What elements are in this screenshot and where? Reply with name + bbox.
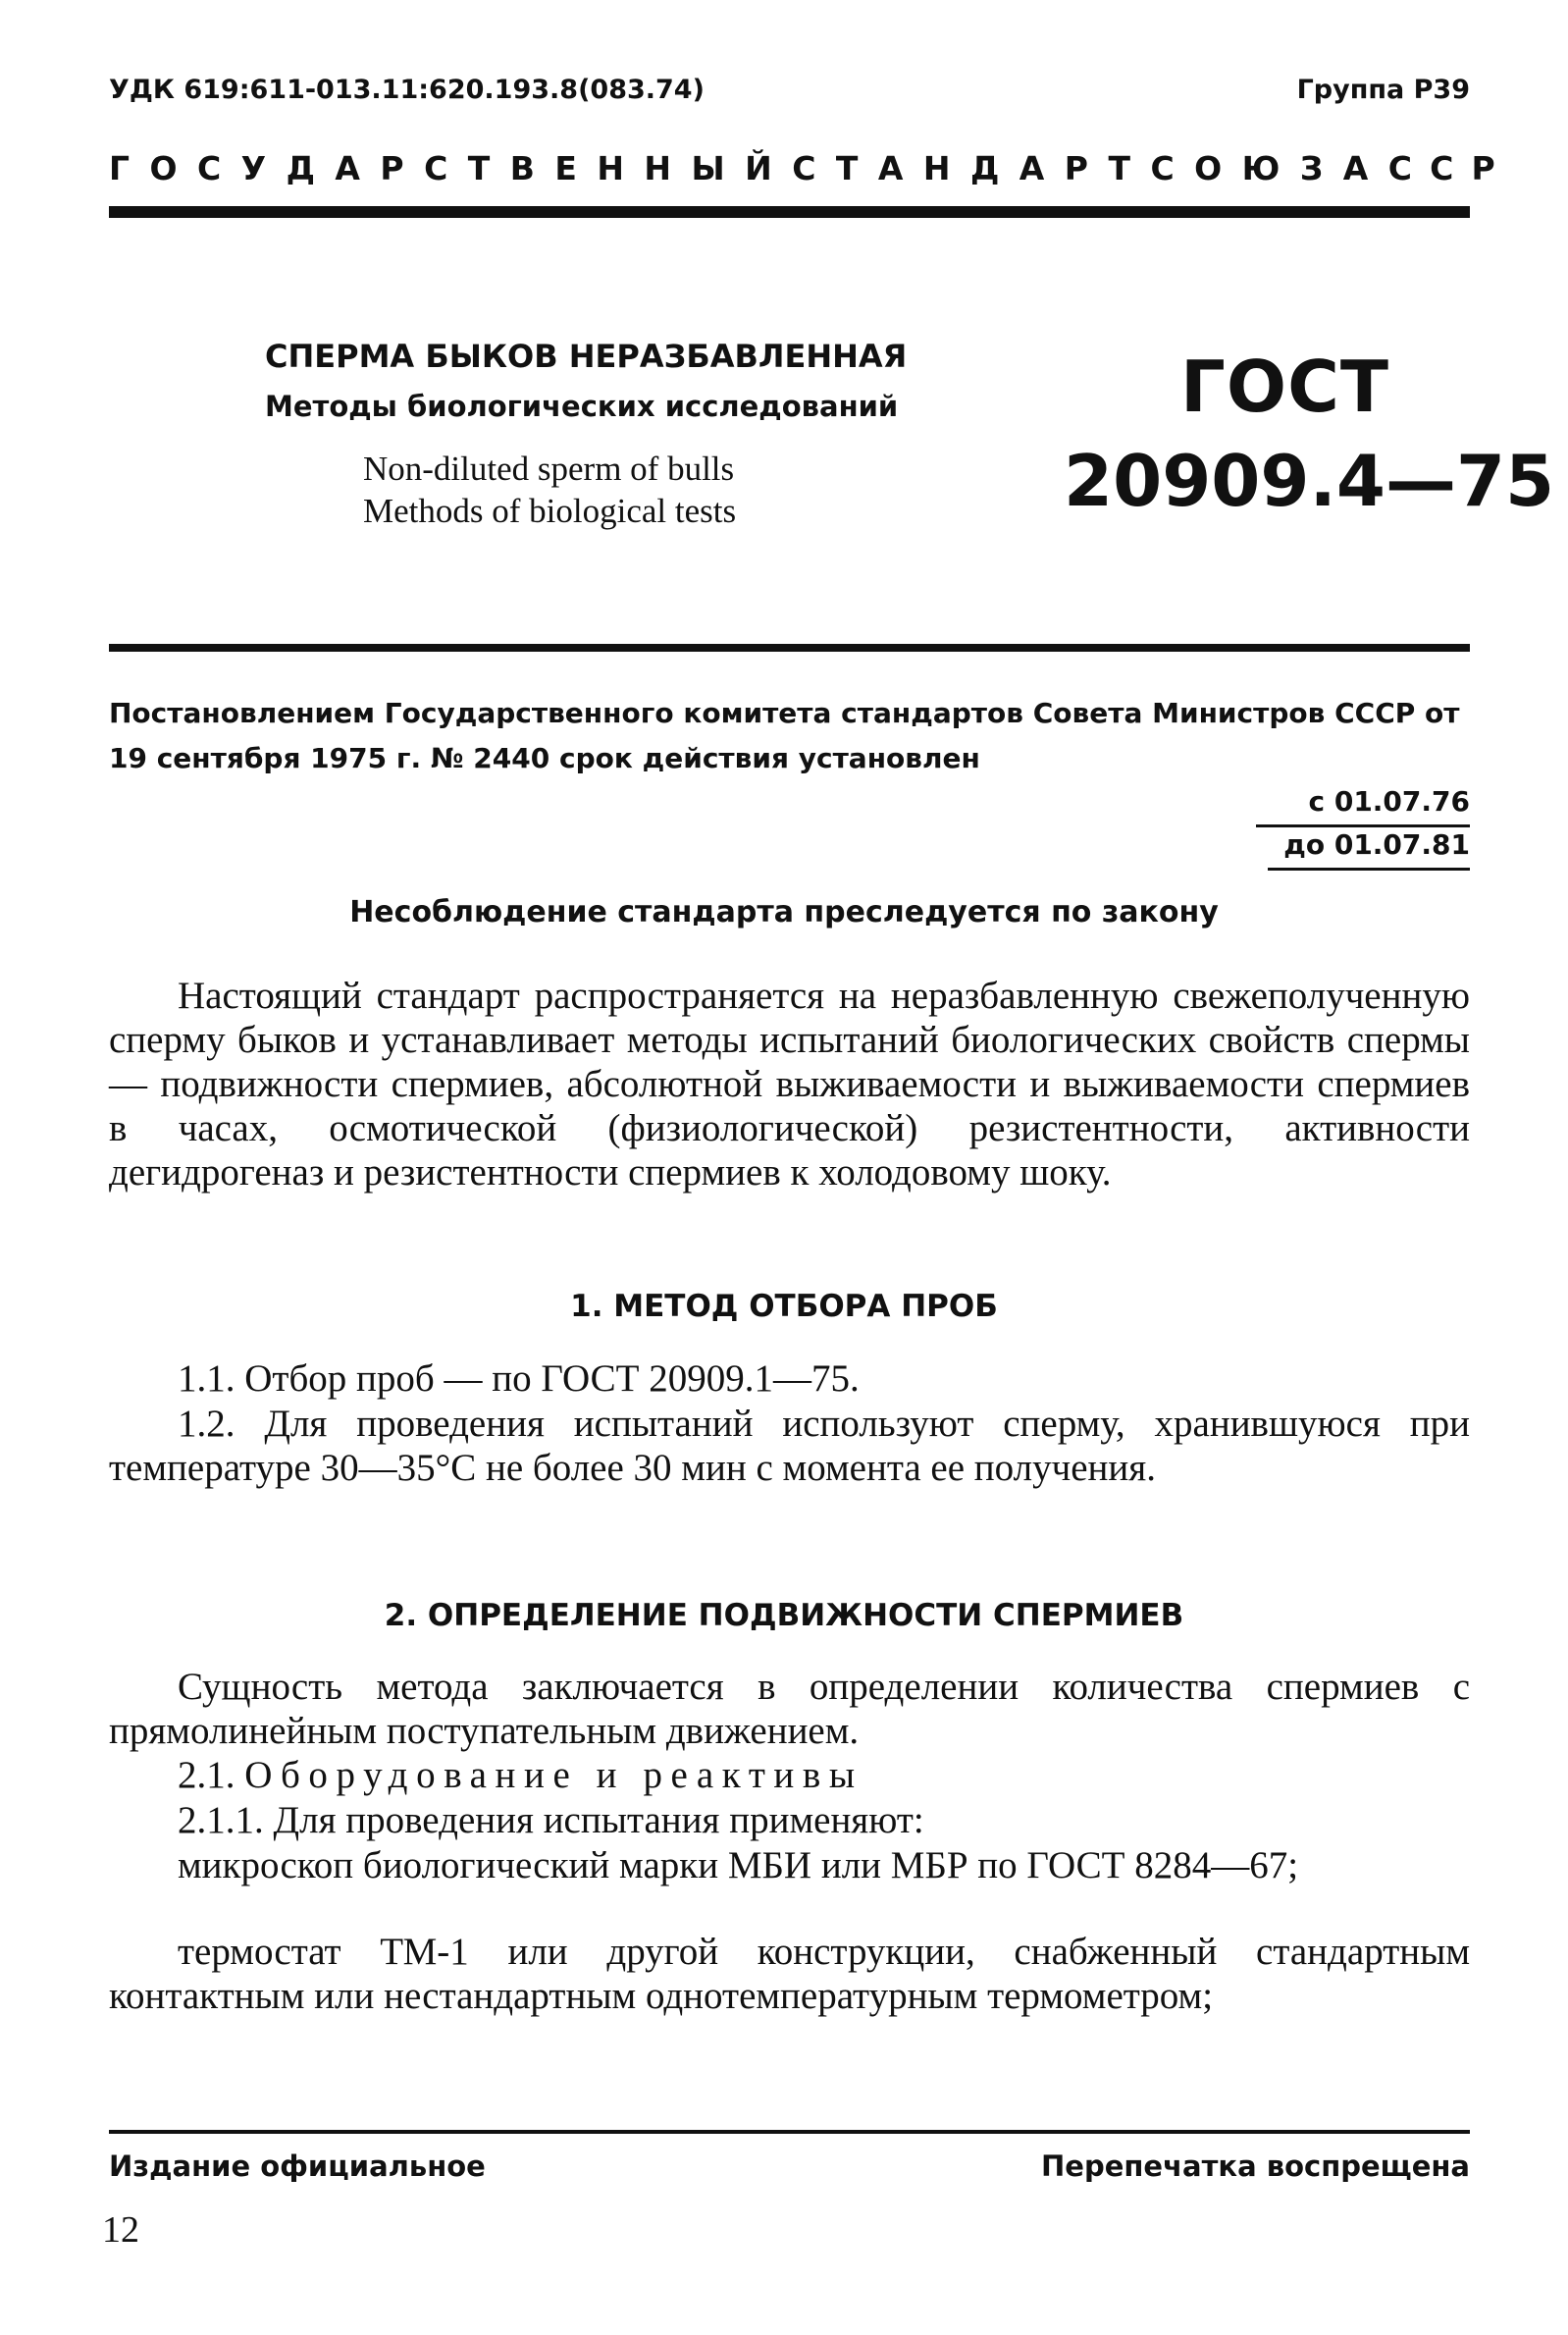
official-edition-note: Издание официальное	[109, 2149, 486, 2183]
gost-number: 20909.4—75	[1064, 440, 1555, 522]
footer-divider	[109, 2130, 1470, 2134]
page-number: 12	[102, 2209, 139, 2251]
section-2-heading: 2. ОПРЕДЕЛЕНИЕ ПОДВИЖНОСТИ СПЕРМИЕВ	[384, 1598, 1184, 1633]
subtitle-english: Methods of biological tests	[363, 492, 737, 530]
paragraph-1-1: 1.1. Отбор проб — по ГОСТ 20909.1—75.	[178, 1357, 860, 1400]
paragraph-1-2: 1.2. Для проведения испытаний используют сперму, хранившуюся при температуре 30—35°С не более 30 мин с момента ее получения.	[109, 1403, 1470, 1489]
paragraph-2-1	[109, 1753, 1470, 1797]
heading-word-1: ГОСУДАРСТВЕННЫЙ	[109, 149, 793, 187]
paragraph-2-1-1: 2.1.1. Для проведения испытания применяют:	[178, 1799, 924, 1841]
udk-code: УДК 619:611-013.11:620.193.8(083.74)	[109, 75, 705, 105]
gost-label: ГОСТ	[1180, 345, 1390, 428]
title-russian: СПЕРМА БЫКОВ НЕРАЗБАВЛЕННАЯ	[265, 338, 908, 375]
legal-notice: Несоблюдение стандарта преследуется по закону	[349, 895, 1219, 929]
paragraph-2-1-number: 2.1.	[178, 1754, 235, 1796]
date-effective-to: до 01.07.81	[1283, 828, 1470, 861]
paragraph-2-essence: Сущность метода заключается в определении количества спермиев с прямолинейным поступательным движением.	[109, 1666, 1470, 1752]
intro-paragraph: Настоящий стандарт распространяется на неразбавленную свежеполученную сперму быков и устанавливает методы испытаний биологических свойств спермы — подвижности спермиев, абсолютной выживаемости и выживаемости спермиев в часах, осмотической (физиологической) резистентности, активности дегидрогеназ и резистентности спермиев к холодовому шоку.	[109, 975, 1470, 1194]
reprint-prohibited-note: Перепечатка воспрещена	[1041, 2149, 1470, 2183]
equipment-microscope: микроскоп биологический марки МБИ или МБР по ГОСТ 8284—67;	[178, 1844, 1299, 1886]
heading-word-2: СТАНДАРТ	[792, 149, 1151, 187]
decree-text: Постановлением Государственного комитета стандартов Совета Министров СССР от 19 сентября 1975 г. № 2440 срок действия установлен	[109, 697, 1460, 774]
subtitle-russian: Методы биологических исследований	[265, 390, 899, 423]
equipment-thermostat: термостат ТМ-1 или другой конструкции, снабженный стандартным контактным или нестандартным однотемпературным термометром;	[109, 1931, 1470, 2017]
date-underline-2	[1268, 868, 1470, 871]
state-standard-heading	[109, 149, 1513, 187]
heading-word-3: СОЮЗА	[1150, 149, 1388, 187]
title-english: Non-diluted sperm of bulls	[363, 450, 735, 488]
date-effective-from: с 01.07.76	[1308, 785, 1470, 818]
date-underline-1	[1256, 824, 1470, 827]
middle-divider	[109, 644, 1470, 652]
top-divider	[109, 206, 1470, 218]
group-code: Группа Р39	[1296, 75, 1470, 105]
paragraph-2-1-title: Оборудование и реактивы	[244, 1754, 863, 1796]
section-1-heading: 1. МЕТОД ОТБОРА ПРОБ	[570, 1289, 998, 1324]
heading-word-4: ССР	[1387, 149, 1513, 187]
